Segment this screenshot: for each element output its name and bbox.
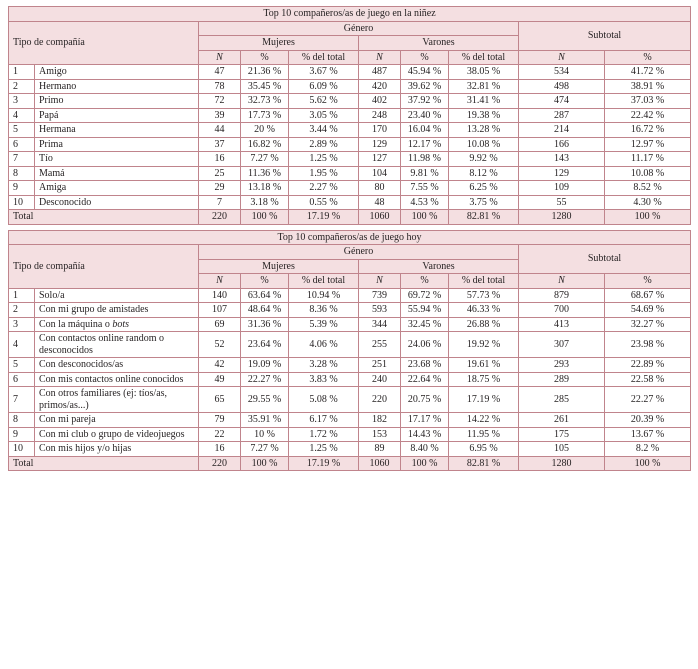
row-mujeres-pct: 32.73 % xyxy=(241,94,289,109)
header-subtotal-n: N xyxy=(519,50,605,65)
row-subtotal-n: 175 xyxy=(519,427,605,442)
row-mujeres-n: 29 xyxy=(199,181,241,196)
row-label: Hermano xyxy=(35,79,199,94)
row-subtotal-n: 289 xyxy=(519,372,605,387)
row-subtotal-n: 474 xyxy=(519,94,605,109)
header-varones-pct: % xyxy=(401,50,449,65)
row-varones-pct-total: 3.75 % xyxy=(449,195,519,210)
row-varones-n: 80 xyxy=(359,181,401,196)
row-varones-pct: 4.53 % xyxy=(401,195,449,210)
row-subtotal-pct: 22.58 % xyxy=(605,372,691,387)
row-mujeres-pct: 31.36 % xyxy=(241,317,289,332)
row-varones-n: 129 xyxy=(359,137,401,152)
row-subtotal-pct: 23.98 % xyxy=(605,332,691,358)
row-rank: 6 xyxy=(9,137,35,152)
row-rank: 10 xyxy=(9,442,35,457)
row-varones-n: 127 xyxy=(359,152,401,167)
row-mujeres-n: 52 xyxy=(199,332,241,358)
row-mujeres-pct: 29.55 % xyxy=(241,387,289,413)
row-rank: 4 xyxy=(9,332,35,358)
row-mujeres-n: 42 xyxy=(199,358,241,373)
row-rank: 2 xyxy=(9,303,35,318)
row-varones-n: 220 xyxy=(359,387,401,413)
row-varones-n: 104 xyxy=(359,166,401,181)
row-mujeres-pct: 35.45 % xyxy=(241,79,289,94)
table-caption: Top 10 compañeros/as de juego en la niñez xyxy=(9,7,691,22)
row-mujeres-n: 107 xyxy=(199,303,241,318)
row-varones-pct: 8.40 % xyxy=(401,442,449,457)
row-label: Papá xyxy=(35,108,199,123)
row-label: Con desconocidos/as xyxy=(35,358,199,373)
row-mujeres-pct-total: 10.94 % xyxy=(289,288,359,303)
row-varones-n: 240 xyxy=(359,372,401,387)
header-subtotal: Subtotal xyxy=(519,21,691,50)
total-varones-pct-total: 82.81 % xyxy=(449,210,519,225)
row-subtotal-pct: 8.52 % xyxy=(605,181,691,196)
row-varones-pct-total: 19.38 % xyxy=(449,108,519,123)
row-mujeres-pct-total: 1.25 % xyxy=(289,152,359,167)
row-rank: 2 xyxy=(9,79,35,94)
row-varones-n: 739 xyxy=(359,288,401,303)
row-mujeres-n: 22 xyxy=(199,427,241,442)
header-row-1 xyxy=(9,21,691,36)
row-subtotal-pct: 37.03 % xyxy=(605,94,691,109)
header-varones: Varones xyxy=(359,36,519,51)
row-rank: 10 xyxy=(9,195,35,210)
row-subtotal-pct: 20.39 % xyxy=(605,413,691,428)
table-row xyxy=(9,387,691,413)
total-varones-pct-total: 82.81 % xyxy=(449,456,519,471)
row-varones-pct: 23.68 % xyxy=(401,358,449,373)
row-rank: 5 xyxy=(9,358,35,373)
header-mujeres-n: N xyxy=(199,274,241,289)
row-subtotal-n: 143 xyxy=(519,152,605,167)
total-varones-pct: 100 % xyxy=(401,456,449,471)
row-mujeres-n: 69 xyxy=(199,317,241,332)
row-rank: 5 xyxy=(9,123,35,138)
row-subtotal-n: 105 xyxy=(519,442,605,457)
row-mujeres-n: 16 xyxy=(199,152,241,167)
header-varones-pct: % xyxy=(401,274,449,289)
row-mujeres-pct-total: 5.62 % xyxy=(289,94,359,109)
table-row xyxy=(9,195,691,210)
table-row xyxy=(9,94,691,109)
row-varones-pct: 45.94 % xyxy=(401,65,449,80)
row-mujeres-pct-total: 3.28 % xyxy=(289,358,359,373)
row-rank: 9 xyxy=(9,181,35,196)
row-label: Con mis contactos online conocidos xyxy=(35,372,199,387)
row-mujeres-n: 65 xyxy=(199,387,241,413)
row-subtotal-n: 287 xyxy=(519,108,605,123)
row-mujeres-pct-total: 2.27 % xyxy=(289,181,359,196)
row-rank: 1 xyxy=(9,288,35,303)
header-genero: Género xyxy=(199,21,519,36)
row-mujeres-pct: 21.36 % xyxy=(241,65,289,80)
table-row xyxy=(9,442,691,457)
row-subtotal-pct: 22.27 % xyxy=(605,387,691,413)
row-rank: 3 xyxy=(9,317,35,332)
row-mujeres-n: 16 xyxy=(199,442,241,457)
row-mujeres-pct: 11.36 % xyxy=(241,166,289,181)
row-mujeres-n: 25 xyxy=(199,166,241,181)
header-mujeres-pct-total: % del total xyxy=(289,50,359,65)
total-varones-n: 1060 xyxy=(359,210,401,225)
header-varones: Varones xyxy=(359,259,519,274)
row-mujeres-n: 37 xyxy=(199,137,241,152)
table-row xyxy=(9,123,691,138)
row-subtotal-n: 413 xyxy=(519,317,605,332)
table-caption-row xyxy=(9,230,691,245)
row-mujeres-n: 79 xyxy=(199,413,241,428)
row-label: Con mi pareja xyxy=(35,413,199,428)
row-varones-pct-total: 46.33 % xyxy=(449,303,519,318)
table-row xyxy=(9,108,691,123)
row-subtotal-n: 498 xyxy=(519,79,605,94)
row-varones-pct-total: 10.08 % xyxy=(449,137,519,152)
row-mujeres-pct-total: 6.09 % xyxy=(289,79,359,94)
row-label xyxy=(35,317,199,332)
row-subtotal-n: 166 xyxy=(519,137,605,152)
row-mujeres-pct-total: 3.44 % xyxy=(289,123,359,138)
row-varones-n: 170 xyxy=(359,123,401,138)
row-varones-pct: 32.45 % xyxy=(401,317,449,332)
row-rank: 7 xyxy=(9,152,35,167)
total-mujeres-n: 220 xyxy=(199,456,241,471)
row-mujeres-pct-total: 6.17 % xyxy=(289,413,359,428)
row-subtotal-n: 879 xyxy=(519,288,605,303)
total-subtotal-pct: 100 % xyxy=(605,456,691,471)
row-varones-n: 402 xyxy=(359,94,401,109)
row-mujeres-pct-total: 1.72 % xyxy=(289,427,359,442)
row-mujeres-pct: 23.64 % xyxy=(241,332,289,358)
total-label: Total xyxy=(9,210,199,225)
row-varones-pct: 11.98 % xyxy=(401,152,449,167)
table-row xyxy=(9,288,691,303)
row-varones-pct-total: 26.88 % xyxy=(449,317,519,332)
row-varones-pct-total: 31.41 % xyxy=(449,94,519,109)
row-label: Solo/a xyxy=(35,288,199,303)
row-varones-pct-total: 13.28 % xyxy=(449,123,519,138)
row-mujeres-pct-total: 2.89 % xyxy=(289,137,359,152)
header-varones-n: N xyxy=(359,274,401,289)
row-mujeres-pct-total: 1.25 % xyxy=(289,442,359,457)
row-rank: 9 xyxy=(9,427,35,442)
row-mujeres-pct-total: 3.05 % xyxy=(289,108,359,123)
table-row xyxy=(9,413,691,428)
total-mujeres-pct: 100 % xyxy=(241,210,289,225)
row-subtotal-n: 293 xyxy=(519,358,605,373)
row-varones-pct-total: 11.95 % xyxy=(449,427,519,442)
row-mujeres-pct: 16.82 % xyxy=(241,137,289,152)
header-mujeres-pct: % xyxy=(241,274,289,289)
row-varones-pct: 9.81 % xyxy=(401,166,449,181)
row-varones-pct: 14.43 % xyxy=(401,427,449,442)
row-varones-pct-total: 19.61 % xyxy=(449,358,519,373)
row-label: Con mi grupo de amistades xyxy=(35,303,199,318)
total-varones-n: 1060 xyxy=(359,456,401,471)
row-subtotal-pct: 11.17 % xyxy=(605,152,691,167)
row-varones-pct-total: 18.75 % xyxy=(449,372,519,387)
table-row xyxy=(9,181,691,196)
table-row xyxy=(9,427,691,442)
row-label-plain: Con la máquina o xyxy=(39,318,113,330)
row-varones-pct-total: 14.22 % xyxy=(449,413,519,428)
total-row xyxy=(9,210,691,225)
header-mujeres-pct: % xyxy=(241,50,289,65)
row-varones-n: 420 xyxy=(359,79,401,94)
row-subtotal-pct: 22.42 % xyxy=(605,108,691,123)
row-varones-n: 251 xyxy=(359,358,401,373)
row-varones-n: 344 xyxy=(359,317,401,332)
header-subtotal-n: N xyxy=(519,274,605,289)
row-label: Primo xyxy=(35,94,199,109)
row-varones-n: 48 xyxy=(359,195,401,210)
table-ninez xyxy=(8,6,691,225)
header-row-1 xyxy=(9,245,691,260)
total-label: Total xyxy=(9,456,199,471)
row-subtotal-n: 261 xyxy=(519,413,605,428)
total-subtotal-n: 1280 xyxy=(519,456,605,471)
row-subtotal-pct: 12.97 % xyxy=(605,137,691,152)
row-subtotal-n: 534 xyxy=(519,65,605,80)
row-mujeres-pct: 48.64 % xyxy=(241,303,289,318)
row-mujeres-pct: 19.09 % xyxy=(241,358,289,373)
row-varones-pct-total: 6.95 % xyxy=(449,442,519,457)
total-row xyxy=(9,456,691,471)
row-label: Amigo xyxy=(35,65,199,80)
row-mujeres-pct-total: 4.06 % xyxy=(289,332,359,358)
row-varones-pct-total: 57.73 % xyxy=(449,288,519,303)
row-subtotal-n: 285 xyxy=(519,387,605,413)
row-rank: 1 xyxy=(9,65,35,80)
row-varones-pct-total: 8.12 % xyxy=(449,166,519,181)
row-rank: 7 xyxy=(9,387,35,413)
total-mujeres-pct: 100 % xyxy=(241,456,289,471)
row-label: Con contactos online random o desconocidos xyxy=(35,332,199,358)
row-varones-pct: 22.64 % xyxy=(401,372,449,387)
row-varones-pct-total: 6.25 % xyxy=(449,181,519,196)
row-varones-n: 487 xyxy=(359,65,401,80)
row-subtotal-n: 214 xyxy=(519,123,605,138)
row-mujeres-pct: 3.18 % xyxy=(241,195,289,210)
total-mujeres-pct-total: 17.19 % xyxy=(289,210,359,225)
row-subtotal-pct: 16.72 % xyxy=(605,123,691,138)
row-mujeres-pct: 7.27 % xyxy=(241,442,289,457)
row-mujeres-pct: 7.27 % xyxy=(241,152,289,167)
table-row xyxy=(9,358,691,373)
row-varones-pct-total: 32.81 % xyxy=(449,79,519,94)
row-mujeres-pct-total: 1.95 % xyxy=(289,166,359,181)
row-label: Con mi club o grupo de videojuegos xyxy=(35,427,199,442)
table-row xyxy=(9,372,691,387)
row-varones-n: 255 xyxy=(359,332,401,358)
row-mujeres-pct: 17.73 % xyxy=(241,108,289,123)
header-genero: Género xyxy=(199,245,519,260)
row-subtotal-pct: 41.72 % xyxy=(605,65,691,80)
row-subtotal-pct: 10.08 % xyxy=(605,166,691,181)
table-row xyxy=(9,137,691,152)
row-varones-n: 153 xyxy=(359,427,401,442)
header-mujeres-n: N xyxy=(199,50,241,65)
row-varones-pct: 69.72 % xyxy=(401,288,449,303)
row-varones-pct: 20.75 % xyxy=(401,387,449,413)
header-varones-pct-total: % del total xyxy=(449,50,519,65)
table-row xyxy=(9,79,691,94)
row-varones-pct: 39.62 % xyxy=(401,79,449,94)
row-varones-pct-total: 9.92 % xyxy=(449,152,519,167)
row-mujeres-n: 47 xyxy=(199,65,241,80)
row-mujeres-pct: 22.27 % xyxy=(241,372,289,387)
row-varones-pct: 12.17 % xyxy=(401,137,449,152)
row-mujeres-pct: 63.64 % xyxy=(241,288,289,303)
row-varones-n: 248 xyxy=(359,108,401,123)
row-subtotal-pct: 8.2 % xyxy=(605,442,691,457)
header-tipo-compania: Tipo de compañía xyxy=(9,21,199,65)
row-subtotal-n: 700 xyxy=(519,303,605,318)
row-varones-n: 89 xyxy=(359,442,401,457)
row-mujeres-pct: 35.91 % xyxy=(241,413,289,428)
row-mujeres-pct-total: 3.67 % xyxy=(289,65,359,80)
total-mujeres-n: 220 xyxy=(199,210,241,225)
row-label: Prima xyxy=(35,137,199,152)
row-rank: 6 xyxy=(9,372,35,387)
row-rank: 3 xyxy=(9,94,35,109)
row-varones-pct: 7.55 % xyxy=(401,181,449,196)
row-mujeres-pct: 20 % xyxy=(241,123,289,138)
table-row xyxy=(9,317,691,332)
header-mujeres: Mujeres xyxy=(199,36,359,51)
row-mujeres-n: 72 xyxy=(199,94,241,109)
row-label: Con otros familiares (ej: tíos/as, primos/as...) xyxy=(35,387,199,413)
row-mujeres-n: 39 xyxy=(199,108,241,123)
row-label: Con mis hijos y/o hijas xyxy=(35,442,199,457)
row-varones-pct-total: 38.05 % xyxy=(449,65,519,80)
row-mujeres-n: 7 xyxy=(199,195,241,210)
row-mujeres-n: 78 xyxy=(199,79,241,94)
row-varones-pct-total: 17.19 % xyxy=(449,387,519,413)
row-varones-pct-total: 19.92 % xyxy=(449,332,519,358)
row-varones-pct: 16.04 % xyxy=(401,123,449,138)
row-mujeres-pct-total: 5.39 % xyxy=(289,317,359,332)
row-rank: 8 xyxy=(9,413,35,428)
row-varones-pct: 55.94 % xyxy=(401,303,449,318)
row-mujeres-pct-total: 0.55 % xyxy=(289,195,359,210)
row-label: Mamá xyxy=(35,166,199,181)
table-row xyxy=(9,152,691,167)
table-row xyxy=(9,303,691,318)
row-subtotal-pct: 22.89 % xyxy=(605,358,691,373)
row-mujeres-pct: 10 % xyxy=(241,427,289,442)
row-label: Desconocido xyxy=(35,195,199,210)
row-mujeres-pct-total: 3.83 % xyxy=(289,372,359,387)
row-mujeres-n: 49 xyxy=(199,372,241,387)
table-row xyxy=(9,166,691,181)
row-rank: 8 xyxy=(9,166,35,181)
row-label-italic: bots xyxy=(112,318,129,330)
row-subtotal-pct: 68.67 % xyxy=(605,288,691,303)
header-mujeres-pct-total: % del total xyxy=(289,274,359,289)
row-subtotal-pct: 4.30 % xyxy=(605,195,691,210)
row-subtotal-pct: 32.27 % xyxy=(605,317,691,332)
row-mujeres-pct-total: 8.36 % xyxy=(289,303,359,318)
header-subtotal-pct: % xyxy=(605,274,691,289)
row-subtotal-n: 129 xyxy=(519,166,605,181)
table-row xyxy=(9,65,691,80)
header-varones-pct-total: % del total xyxy=(449,274,519,289)
row-subtotal-n: 307 xyxy=(519,332,605,358)
header-subtotal-pct: % xyxy=(605,50,691,65)
header-tipo-compania: Tipo de compañía xyxy=(9,245,199,289)
row-varones-pct: 37.92 % xyxy=(401,94,449,109)
row-mujeres-pct-total: 5.08 % xyxy=(289,387,359,413)
row-varones-pct: 17.17 % xyxy=(401,413,449,428)
table-hoy xyxy=(8,230,691,472)
row-label: Amiga xyxy=(35,181,199,196)
row-subtotal-n: 109 xyxy=(519,181,605,196)
row-rank: 4 xyxy=(9,108,35,123)
row-label: Tío xyxy=(35,152,199,167)
table-caption-row xyxy=(9,7,691,22)
row-subtotal-pct: 54.69 % xyxy=(605,303,691,318)
header-subtotal: Subtotal xyxy=(519,245,691,274)
row-varones-n: 182 xyxy=(359,413,401,428)
table-row xyxy=(9,332,691,358)
row-mujeres-pct: 13.18 % xyxy=(241,181,289,196)
header-mujeres: Mujeres xyxy=(199,259,359,274)
total-mujeres-pct-total: 17.19 % xyxy=(289,456,359,471)
row-label: Hermana xyxy=(35,123,199,138)
row-varones-pct: 23.40 % xyxy=(401,108,449,123)
row-varones-n: 593 xyxy=(359,303,401,318)
row-mujeres-n: 140 xyxy=(199,288,241,303)
row-subtotal-n: 55 xyxy=(519,195,605,210)
header-varones-n: N xyxy=(359,50,401,65)
row-subtotal-pct: 38.91 % xyxy=(605,79,691,94)
row-varones-pct: 24.06 % xyxy=(401,332,449,358)
row-mujeres-n: 44 xyxy=(199,123,241,138)
total-varones-pct: 100 % xyxy=(401,210,449,225)
row-subtotal-pct: 13.67 % xyxy=(605,427,691,442)
total-subtotal-pct: 100 % xyxy=(605,210,691,225)
total-subtotal-n: 1280 xyxy=(519,210,605,225)
table-caption: Top 10 compañeros/as de juego hoy xyxy=(9,230,691,245)
